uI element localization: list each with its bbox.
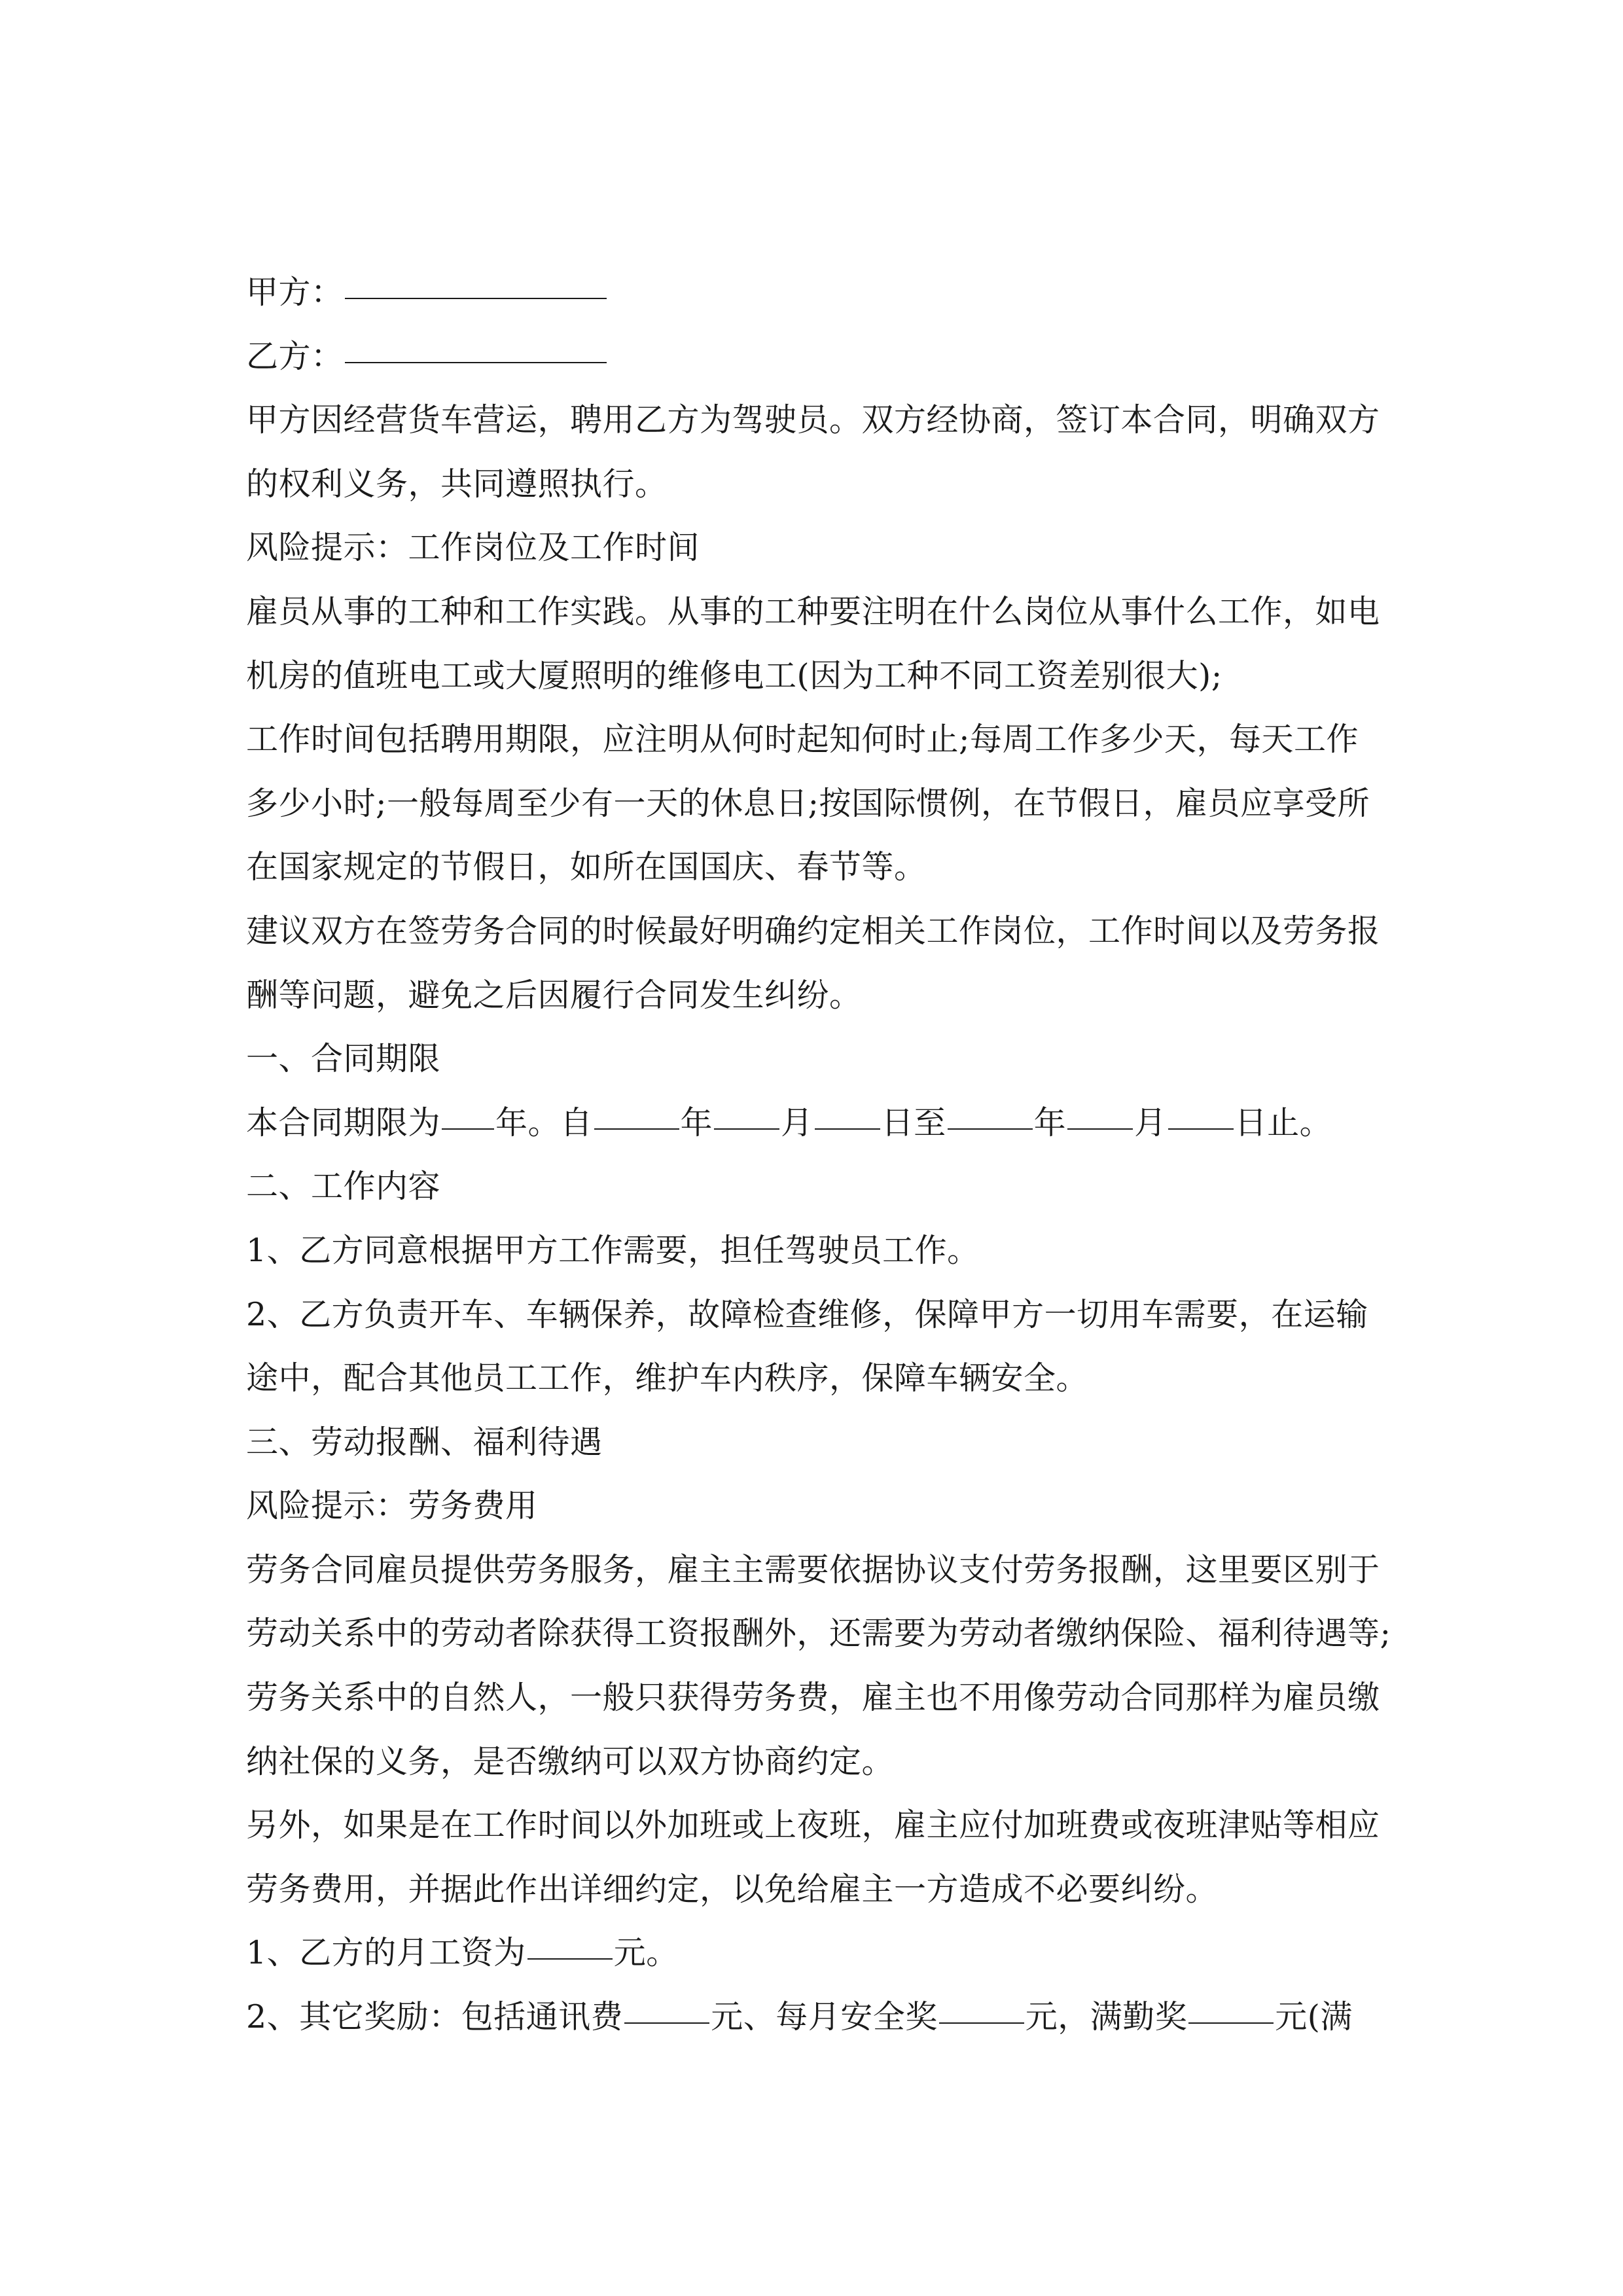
clause-line: 2、乙方负责开车、车辆保养，故障检查维修，保障甲方一切用车需要，在运输 <box>246 1295 1368 1333</box>
bonus-line <box>246 1985 1378 2049</box>
salary-text: 元。 <box>613 1934 679 1972</box>
paragraph-line: 纳社保的义务，是否缴纳可以双方协商约定。 <box>246 1742 895 1780</box>
safety-bonus-blank <box>939 2022 1024 2024</box>
end-month-blank <box>1067 1128 1133 1130</box>
bonus-text: 元(满 <box>1275 1998 1353 2036</box>
section-heading: 二、工作内容 <box>246 1168 441 1206</box>
intro-line: 甲方因经营货车营运，聘用乙方为驾驶员。双方经协商，签订本合同，明确双方 <box>246 401 1380 439</box>
term-text: 月 <box>1134 1103 1167 1141</box>
intro-line: 的权利义务，共同遵照执行。 <box>246 465 668 503</box>
term-text: 日止。 <box>1234 1103 1332 1141</box>
end-year-blank <box>948 1128 1033 1130</box>
salary-line <box>246 1921 1378 1985</box>
party-a-line <box>246 260 1378 325</box>
term-text: 年。自 <box>495 1103 593 1141</box>
term-text: 月 <box>781 1103 813 1141</box>
clause-line: 1、乙方同意根据甲方工作需要，担任驾驶员工作。 <box>246 1231 980 1269</box>
term-text: 日至 <box>881 1103 946 1141</box>
party-b-line <box>246 325 1378 389</box>
party-a-label: 甲方： <box>246 274 344 311</box>
paragraph-line: 多少小时;一般每周至少有一天的休息日;按国际惯例，在节假日，雇员应享受所 <box>246 784 1370 822</box>
risk-heading: 风险提示：工作岗位及工作时间 <box>246 529 700 567</box>
paragraph-line: 劳动关系中的劳动者除获得工资报酬外，还需要为劳动者缴纳保险、福利待遇等; <box>246 1615 1391 1653</box>
salary-text: 1、乙方的月工资为 <box>246 1934 526 1972</box>
years-blank <box>442 1128 494 1130</box>
paragraph-line: 酬等问题，避免之后因履行合同发生纠纷。 <box>246 976 862 1014</box>
term-text: 年 <box>1033 1103 1067 1141</box>
paragraph-line: 劳务合同雇员提供劳务服务，雇主主需要依据协议支付劳务报酬，这里要区别于 <box>246 1551 1380 1588</box>
paragraph-line: 在国家规定的节假日，如所在国国庆、春节等。 <box>246 848 927 886</box>
party-a-blank <box>345 297 607 299</box>
contract-term-line <box>246 1091 1378 1155</box>
paragraph-line: 工作时间包括聘用期限，应注明从何时起知何时止;每周工作多少天，每天工作 <box>246 721 1359 759</box>
document-body <box>246 260 1391 2049</box>
paragraph-line: 机房的值班电工或大厦照明的维修电工(因为工种不同工资差别很大); <box>246 656 1222 694</box>
paragraph-line: 另外，如果是在工作时间以外加班或上夜班，雇主应付加班费或夜班津贴等相应 <box>246 1806 1380 1844</box>
bonus-text: 元、每月安全奖 <box>711 1998 938 2036</box>
risk-heading: 风险提示：劳务费用 <box>246 1487 538 1525</box>
start-month-blank <box>714 1128 779 1130</box>
paragraph-line: 雇员从事的工种和工作实践。从事的工种要注明在什么岗位从事什么工作，如电 <box>246 592 1380 630</box>
section-heading: 三、劳动报酬、福利待遇 <box>246 1423 603 1461</box>
bonus-text: 元，满勤奖 <box>1025 1998 1188 2036</box>
term-text: 年 <box>680 1103 713 1141</box>
paragraph-line: 劳务费用，并据此作出详细约定，以免给雇主一方造成不必要纠纷。 <box>246 1870 1219 1908</box>
paragraph-line: 建议双方在签劳务合同的时候最好明确约定相关工作岗位，工作时间以及劳务报 <box>246 912 1380 950</box>
start-day-blank <box>815 1128 880 1130</box>
party-b-blank <box>345 361 607 363</box>
party-b-label: 乙方： <box>246 337 344 375</box>
telecom-fee-blank <box>624 2022 709 2024</box>
section-heading: 一、合同期限 <box>246 1040 441 1078</box>
paragraph-line: 劳务关系中的自然人，一般只获得劳务费，雇主也不用像劳动合同那样为雇员缴 <box>246 1679 1380 1717</box>
attendance-bonus-blank <box>1188 2022 1274 2024</box>
start-year-blank <box>594 1128 679 1130</box>
term-text: 本合同期限为 <box>246 1103 441 1141</box>
clause-line: 途中，配合其他员工工作，维护车内秩序，保障车辆安全。 <box>246 1359 1089 1397</box>
salary-blank <box>527 1958 613 1960</box>
end-day-blank <box>1168 1128 1234 1130</box>
bonus-text: 2、其它奖励：包括通讯费 <box>246 1998 624 2036</box>
